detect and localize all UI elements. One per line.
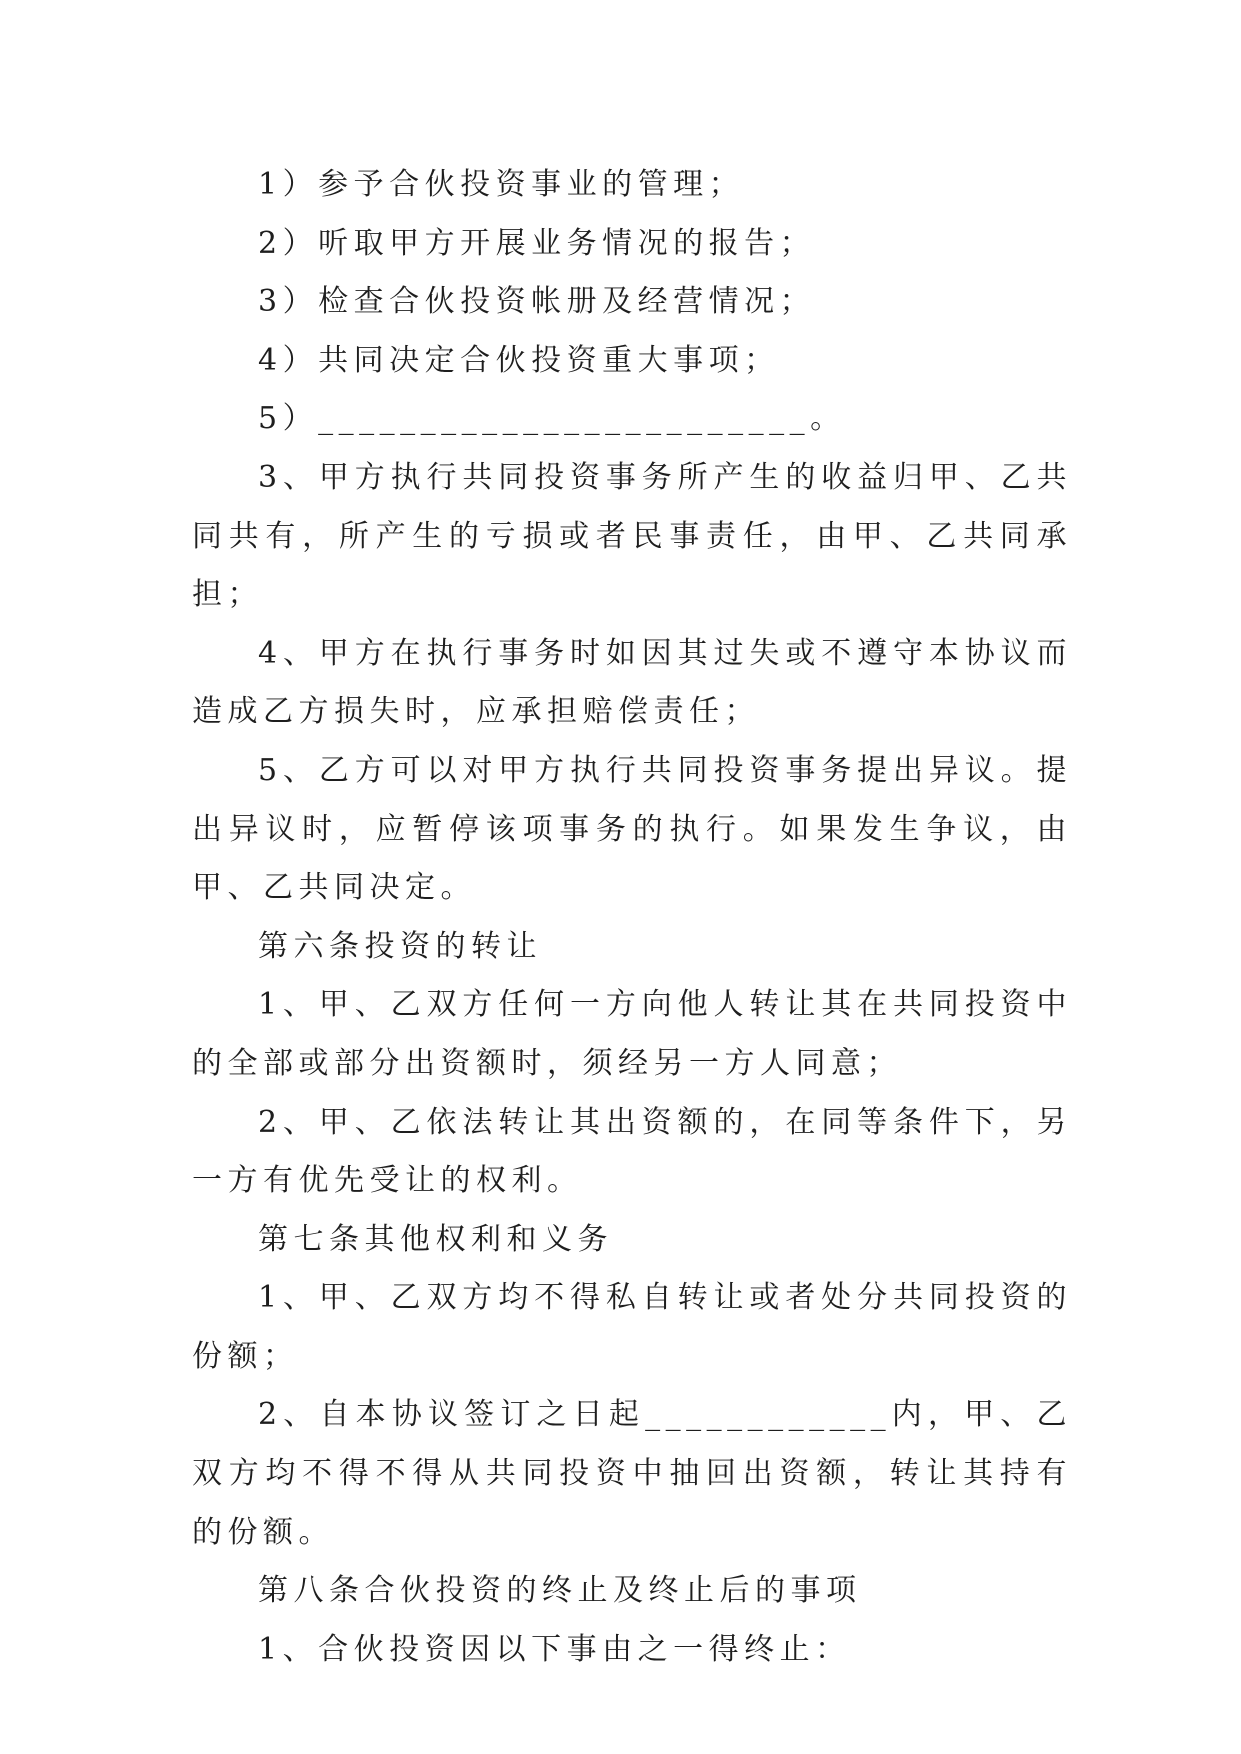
article-7-clause-1: 1、甲、乙双方均不得私自转让或者处分共同投资的份额； [192,1280,1072,1374]
document-body [192,156,1072,1679]
list-item-blank: 5）________________________。 [258,401,846,437]
list-item-participate-management: 1）参予合伙投资事业的管理； [258,167,745,202]
list-item-decide-major-matters: 4）共同决定合伙投资重大事项； [258,342,780,378]
article-7-heading: 第七条其他权利和义务 [258,1221,613,1257]
list-item-hear-report: 2）听取甲方开展业务情况的报告； [258,225,816,261]
list-item-inspect-accounts: 3）检查合伙投资帐册及经营情况； [258,284,816,320]
clause-3-income-and-loss: 3、甲方执行共同投资事务所产生的收益归甲、乙共同共有，所产生的亏损或者民事责任，由甲、乙共同承担； [192,459,1072,613]
article-6-clause-1: 1、甲、乙双方任何一方向他人转让其在共同投资中的全部或部分出资额时，须经另一方人同意； [192,987,1072,1081]
clause-5-objection: 5、乙方可以对甲方执行共同投资事务提出异议。提出异议时，应暂停该项事务的执行。如果发生争议，由甲、乙共同决定。 [192,752,1072,906]
article-8-clause-1: 1、合伙投资因以下事由之一得终止： [258,1631,851,1667]
article-8-heading: 第八条合伙投资的终止及终止后的事项 [258,1573,862,1609]
clause-4-liability: 4、甲方在执行事务时如因其过失或不遵守本协议而造成乙方损失时，应承担赔偿责任； [192,635,1072,730]
article-6-heading: 第六条投资的转让 [258,928,542,964]
article-7-clause-2: 2、自本协议签订之日起____________内，甲、乙双方均不得不得从共同投资中抽回出资额，转让其持有的份额。 [192,1397,1072,1550]
article-6-clause-2: 2、甲、乙依法转让其出资额的，在同等条件下，另一方有优先受让的权利。 [192,1104,1072,1199]
